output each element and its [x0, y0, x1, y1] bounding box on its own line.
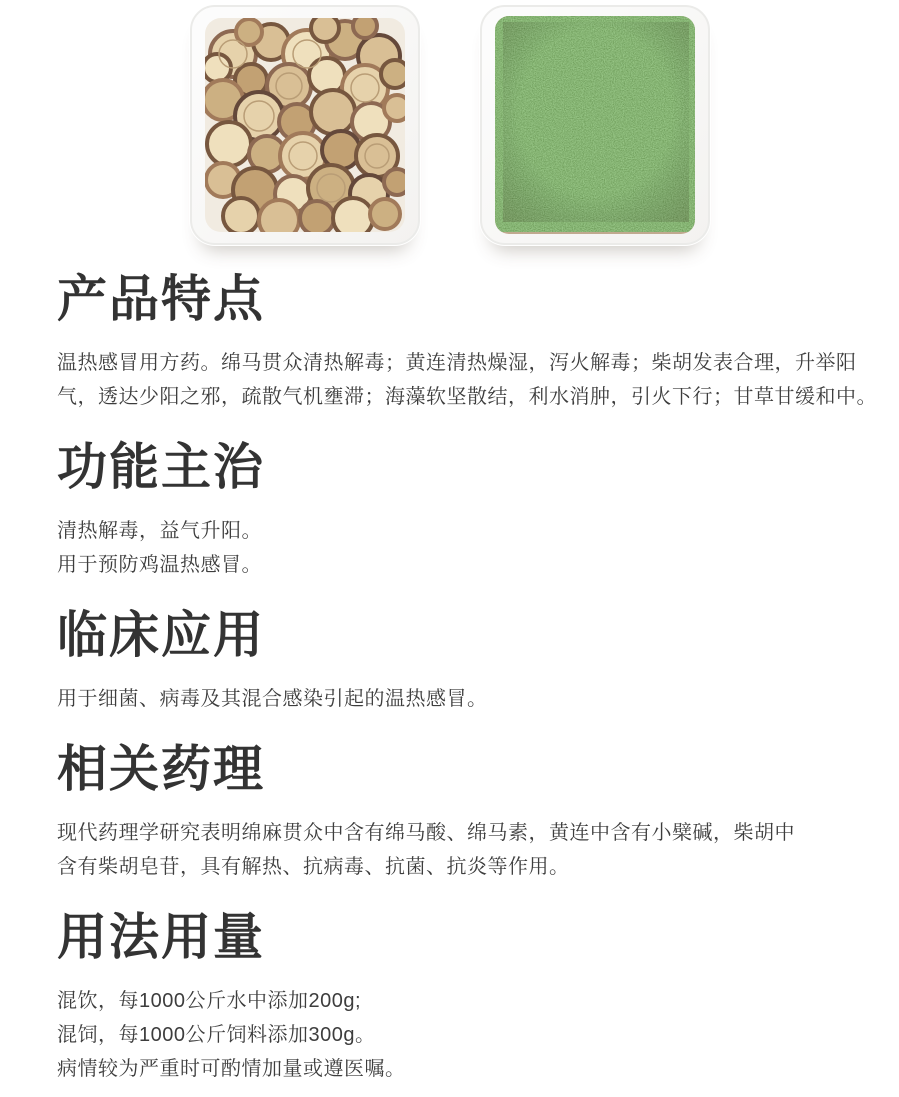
section-title-clinical-application: 临床应用 — [57, 607, 265, 663]
section-dosage — [57, 909, 842, 1086]
body-line: 现代药理学研究表明绵麻贯众中含有绵马酸、绵马素，黄连中含有小檗碱，柴胡中 — [57, 822, 795, 844]
section-features — [57, 271, 877, 414]
section-title-indications: 功能主治 — [57, 439, 265, 495]
body-line: 清热解毒，益气升阳。 — [57, 520, 262, 542]
body-line: 混饲，每1000公斤饲料添加300g。 — [57, 1024, 376, 1046]
body-line: 含有柴胡皂苷，具有解热、抗病毒、抗菌、抗炎等作用。 — [57, 856, 570, 878]
green-granules-image — [479, 4, 711, 246]
product-photo-herb-slices — [189, 4, 421, 246]
product-description — [0, 271, 899, 1086]
body-line: 气，透达少阳之邪，疏散气机壅滞；海藻软坚散结，利水消肿，引火下行；甘草甘缓和中。 — [57, 386, 877, 408]
section-title-features: 产品特点 — [57, 271, 265, 327]
herb-slices-image — [189, 4, 421, 246]
section-indications — [57, 439, 842, 582]
body-line: 温热感冒用方药。绵马贯众清热解毒；黄连清热燥湿，泻火解毒；柴胡发表合理，升举阳 — [57, 352, 857, 374]
section-title-pharmacology: 相关药理 — [57, 741, 265, 797]
body-line: 用于预防鸡温热感冒。 — [57, 554, 262, 576]
product-photo-gallery — [0, 0, 899, 246]
body-line: 病情较为严重时可酌情加量或遵医嘱。 — [57, 1058, 406, 1080]
body-line: 混饮，每1000公斤水中添加200g; — [57, 990, 362, 1012]
section-title-dosage: 用法用量 — [57, 909, 265, 965]
section-pharmacology — [57, 741, 842, 884]
section-clinical-application — [57, 607, 842, 716]
body-line: 用于细菌、病毒及其混合感染引起的温热感冒。 — [57, 688, 488, 710]
product-photo-green-granules — [479, 4, 711, 246]
